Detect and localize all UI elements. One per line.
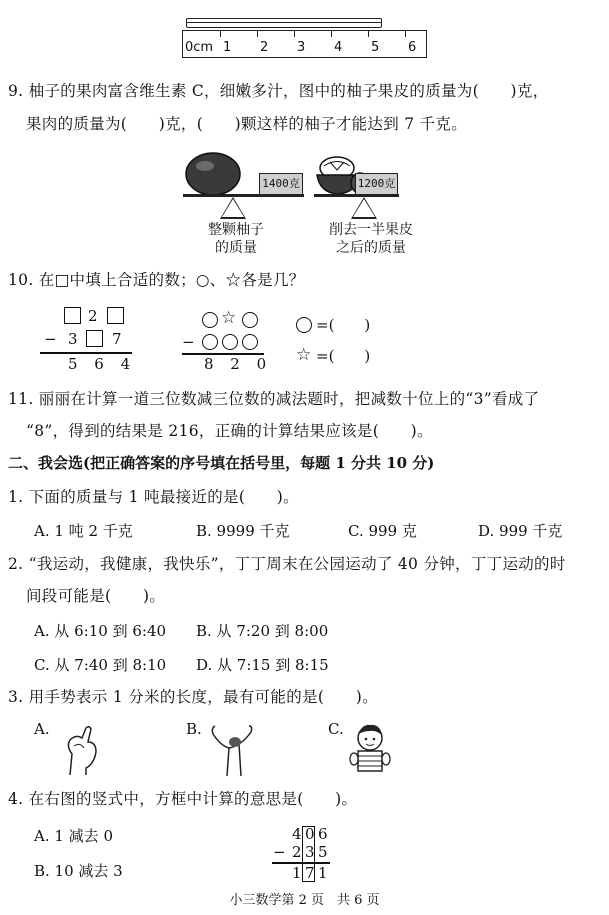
whole-pomelo-image (183, 150, 243, 196)
s4-row1-digit: 6 (318, 825, 328, 843)
right-scale-fulcrum (351, 197, 377, 219)
left-scale-fulcrum (220, 197, 246, 219)
s4-row3-digit: 1 (292, 864, 302, 882)
circle-symbol (222, 334, 238, 350)
s1-option-c: C. 999 克 (348, 522, 417, 540)
s1-text: 1. 下面的质量与 1 吨最接近的是( )。 (8, 488, 299, 506)
s4-minus: − (273, 843, 286, 861)
ruler-label-3: 3 (297, 40, 306, 55)
s2-line2: 间段可能是( )。 (26, 587, 166, 605)
q9-line2: 果肉的质量为( )克，( )颗这样的柚子才能达到 7 千克。 (26, 115, 468, 133)
ruler-label-4: 4 (334, 40, 343, 55)
right-caption-2: 之后的质量 (336, 240, 406, 256)
s4-option-b: B. 10 减去 3 (34, 862, 123, 880)
s1-option-b: B. 9999 千克 (196, 522, 290, 540)
section-2-title: 二、我会选(把正确答案的序号填在括号里，每题 1 分共 10 分) (8, 454, 435, 472)
s2-option-b: B. 从 7:20 到 8:00 (196, 622, 329, 640)
s4-row2-digit: 5 (318, 843, 328, 861)
star-symbol: ☆ (221, 308, 237, 328)
s4-text: 4. 在右图的竖式中，方框中计算的意思是( )。 (8, 790, 358, 808)
circle-symbol (202, 334, 218, 350)
s3-text: 3. 用手势表示 1 分米的长度，最有可能的是( )。 (8, 688, 378, 706)
pencil-figure (186, 18, 382, 28)
left-caption-2: 的质量 (215, 240, 257, 256)
q9-line1: 9. 柚子的果肉富含维生素 C，细嫩多汁，图中的柚子果皮的质量为( )克， (8, 82, 549, 100)
answer-box (86, 330, 103, 347)
hand-gesture-medium-icon (203, 722, 263, 778)
circle-symbol (242, 312, 258, 328)
circle-answer: =( ) (316, 316, 371, 334)
s2-option-c: C. 从 7:40 到 8:10 (34, 656, 167, 674)
star-answer-symbol: ☆ (296, 345, 312, 365)
hand-gesture-small-icon (52, 720, 112, 776)
p1-rule (40, 352, 132, 354)
ruler-label-0: 0cm (185, 40, 214, 55)
s4-row3-digit: 7 (305, 864, 315, 882)
s4-highlight-box (302, 826, 315, 882)
s2-line1: 2. “我运动，我健康，我快乐”，丁丁周末在公园运动了 40 分钟，丁丁运动的时 (8, 555, 566, 573)
p1-top-digit: 2 (88, 307, 98, 325)
p2-minus: − (182, 333, 195, 351)
p1-minus: − (44, 330, 57, 348)
p1-mid-digit: 3 (68, 330, 78, 348)
q11-line2: “8”，得到的结果是 216，正确的计算结果应该是( )。 (26, 422, 433, 440)
left-caption-1: 整颗柚子 (208, 222, 264, 238)
page-footer: 小三数学第 2 页 共 6 页 (229, 893, 380, 908)
s2-option-d: D. 从 7:15 到 8:15 (196, 656, 329, 674)
ruler-label-1: 1 (223, 40, 232, 55)
ruler-label-6: 6 (408, 40, 417, 55)
s2-option-a: A. 从 6:10 到 6:40 (34, 622, 167, 640)
s4-row1-digit: 0 (305, 825, 315, 843)
ruler-label-2: 2 (260, 40, 269, 55)
child-gesture-icon (348, 722, 392, 774)
p1-mid-digit: 7 (112, 330, 122, 348)
s3-option-c: C. (328, 720, 344, 738)
right-caption-1: 削去一半果皮 (329, 222, 413, 238)
s4-row3-digit: 1 (318, 864, 328, 882)
q11-line1: 11. 丽丽在计算一道三位数减三位数的减法题时，把减数十位上的“3”看成了 (8, 390, 540, 408)
ruler-figure (182, 30, 427, 58)
s1-option-d: D. 999 千克 (478, 522, 563, 540)
left-weight-label: 1400克 (259, 173, 303, 195)
q10-text: 10. 在□中填上合适的数；○、☆各是几？ (8, 271, 305, 289)
s4-row2-digit: 3 (305, 843, 315, 861)
answer-box (107, 307, 124, 324)
star-answer: =( ) (316, 347, 371, 365)
s4-option-a: A. 1 减去 0 (34, 827, 113, 845)
s4-row1-digit: 4 (292, 825, 302, 843)
circle-answer-symbol (296, 317, 312, 333)
circle-symbol (242, 334, 258, 350)
p2-result: 8 2 0 (204, 355, 273, 373)
p1-result: 5 6 4 (68, 355, 137, 373)
s4-row2-digit: 2 (292, 843, 302, 861)
s3-option-b: B. (186, 720, 202, 738)
circle-symbol (202, 312, 218, 328)
answer-box (64, 307, 81, 324)
right-weight-label: 1200克 (355, 173, 398, 195)
s3-option-a: A. (34, 720, 50, 738)
ruler-label-5: 5 (371, 40, 380, 55)
s1-option-a: A. 1 吨 2 千克 (34, 522, 133, 540)
